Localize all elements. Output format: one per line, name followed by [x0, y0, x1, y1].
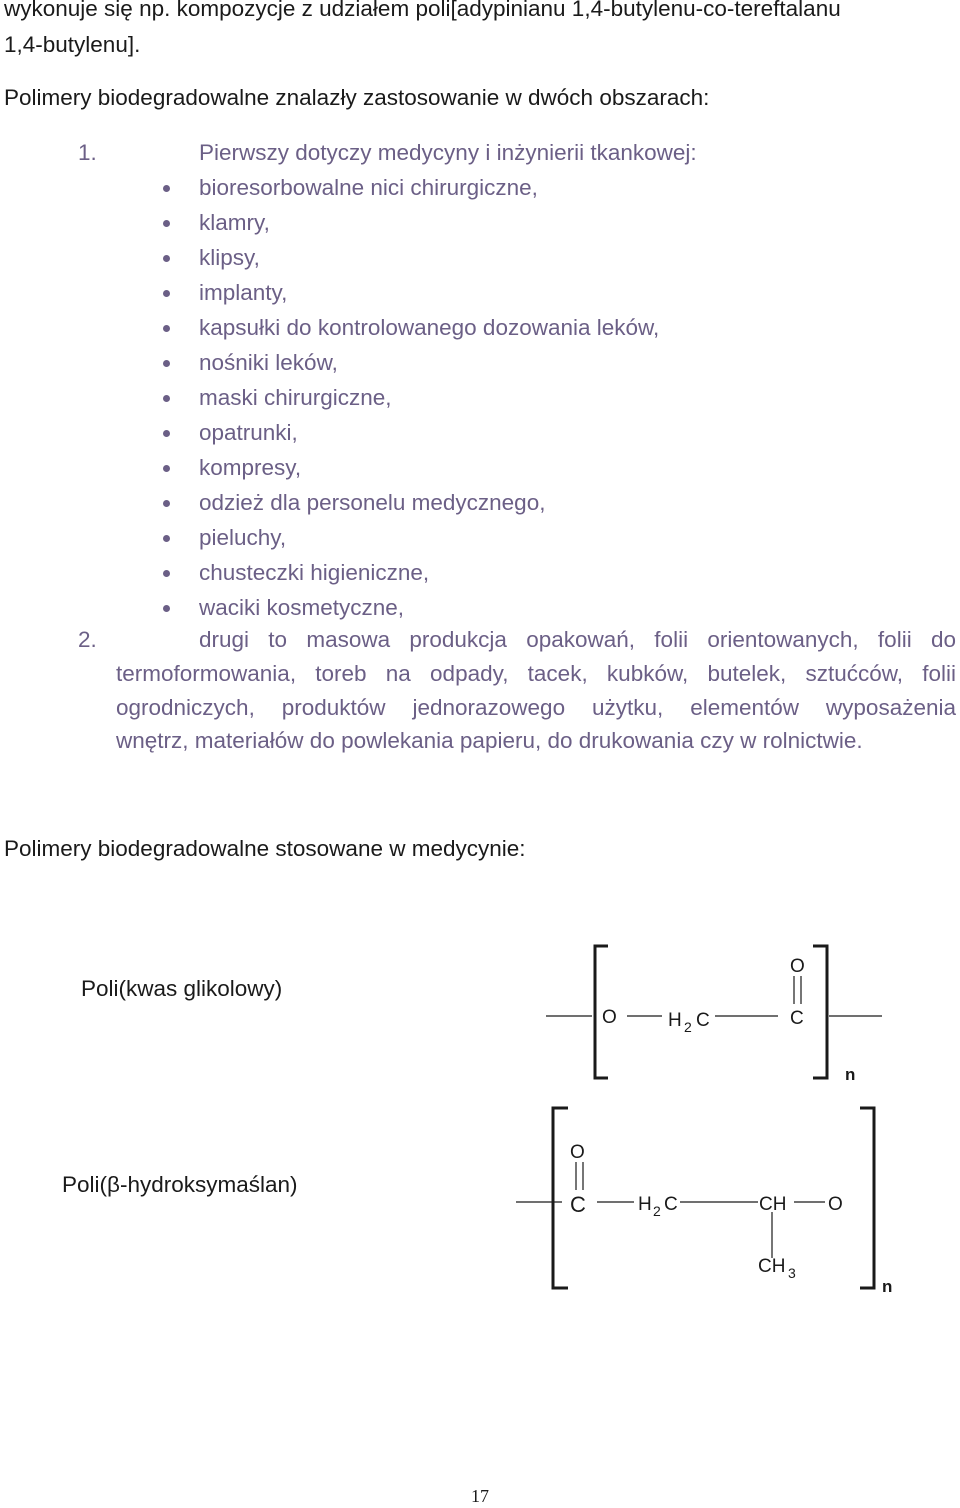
- h-label: H: [668, 1010, 682, 1031]
- bullet-icon: [163, 430, 170, 437]
- bullet-icon: [163, 570, 170, 577]
- area1-number: 1.: [78, 140, 97, 165]
- list-item: opatrunki,: [199, 420, 298, 445]
- list-item: klamry,: [199, 210, 270, 235]
- c2-label: C: [664, 1194, 678, 1215]
- c1-label: C: [696, 1010, 710, 1031]
- area2-line-4: wnętrz, materiałów do powlekania papieru, do drukowania czy w rolnictwie.: [116, 728, 863, 753]
- bullet-icon: [163, 255, 170, 262]
- o-ether-label: O: [602, 1007, 617, 1028]
- bullet-icon: [163, 465, 170, 472]
- bullet-icon: [163, 535, 170, 542]
- areas-heading: Polimery biodegradowalne znalazły zastosowanie w dwóch obszarach:: [4, 85, 710, 110]
- bullet-icon: [163, 500, 170, 507]
- bullet-icon: [163, 185, 170, 192]
- o-carbonyl-label: O: [570, 1142, 585, 1163]
- list-item: implanty,: [199, 280, 288, 305]
- ch3-label: CH: [758, 1256, 786, 1277]
- n-subscript: n: [845, 1065, 856, 1084]
- phb-structure: [510, 1100, 910, 1300]
- sub-3-label: 3: [788, 1265, 796, 1281]
- polymer-name-phb: Poli(β-hydroksymaślan): [62, 1172, 298, 1197]
- pga-structure: [540, 930, 900, 1100]
- bullet-icon: [163, 395, 170, 402]
- list-item: pieluchy,: [199, 525, 287, 550]
- o-carbonyl-label: O: [790, 956, 805, 977]
- list-item: bioresorbowalne nici chirurgiczne,: [199, 175, 538, 200]
- h-label: H: [638, 1194, 652, 1215]
- intro-line-1: wykonuje się np. kompozycje z udziałem poli[adypinianu 1,4-butylenu-co-tereftalanu: [4, 0, 841, 21]
- bullet-icon: [163, 290, 170, 297]
- c2-label: C: [790, 1008, 804, 1029]
- bracket-right: [860, 1108, 874, 1288]
- sub-2-label: 2: [684, 1019, 692, 1035]
- list-item: waciki kosmetyczne,: [199, 595, 405, 620]
- o-ether-label: O: [828, 1194, 843, 1215]
- medical-heading: Polimery biodegradowalne stosowane w medycynie:: [4, 836, 526, 861]
- list-item: klipsy,: [199, 245, 260, 270]
- area2-line-3: ogrodniczych, produktów jednorazowego użytku, elementów wyposażenia: [116, 695, 956, 720]
- c1-label: C: [570, 1192, 586, 1217]
- area2-line-2: termoformowania, toreb na odpady, tacek, kubków, butelek, sztućców, folii: [116, 661, 956, 686]
- list-item: chusteczki higieniczne,: [199, 560, 430, 585]
- area2-number: 2.: [78, 627, 97, 652]
- list-item: kapsułki do kontrolowanego dozowania leków,: [199, 315, 660, 340]
- list-item: maski chirurgiczne,: [199, 385, 392, 410]
- list-item: odzież dla personelu medycznego,: [199, 490, 546, 515]
- page-number: 17: [471, 1486, 489, 1506]
- bullet-icon: [163, 325, 170, 332]
- sub-2-label: 2: [653, 1203, 661, 1219]
- n-subscript: n: [882, 1277, 893, 1296]
- list-item: kompresy,: [199, 455, 302, 480]
- intro-line-2: 1,4-butylenu].: [4, 32, 141, 57]
- area2-line-1: drugi to masowa produkcja opakowań, folii orientowanych, folii do: [199, 627, 956, 652]
- bullet-icon: [163, 220, 170, 227]
- list-item: nośniki leków,: [199, 350, 338, 375]
- bracket-left: [553, 1108, 568, 1288]
- polymer-name-pga: Poli(kwas glikolowy): [81, 976, 283, 1001]
- bullet-icon: [163, 605, 170, 612]
- bracket-right: [813, 946, 827, 1078]
- bullet-icon: [163, 360, 170, 367]
- area1-title: Pierwszy dotyczy medycyny i inżynierii tkankowej:: [199, 140, 697, 165]
- ch-label: CH: [759, 1194, 787, 1215]
